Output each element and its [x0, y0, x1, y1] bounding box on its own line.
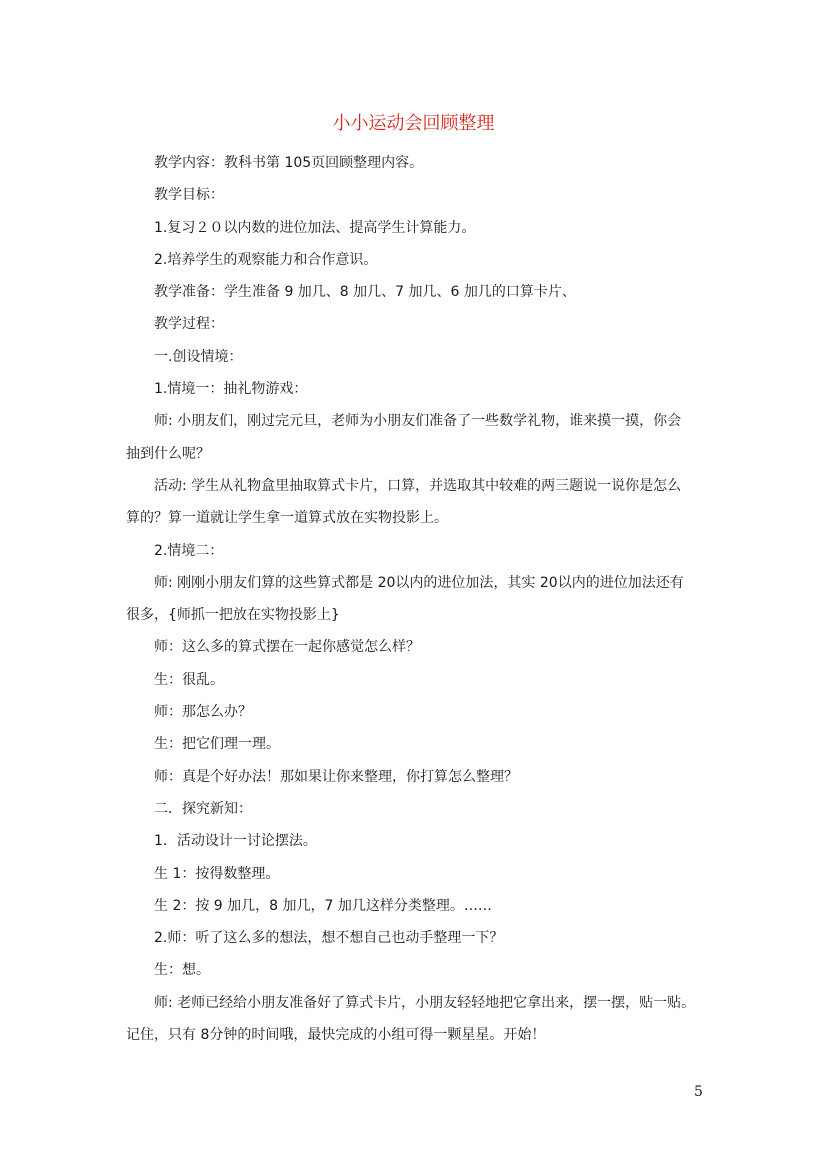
- paragraph-line: 1.情境一：抽礼物游戏：: [154, 381, 308, 398]
- paragraph-line: 2.情境二：: [154, 542, 224, 559]
- paragraph-line: 教学目标：: [154, 187, 224, 204]
- paragraph-line: 教学过程：: [154, 316, 224, 333]
- paragraph-line: 很多，{师抓一把放在实物投影上}: [126, 607, 340, 624]
- document-body: [126, 147, 704, 1051]
- paragraph-line: 一.创设情境：: [154, 348, 243, 365]
- paragraph-line: 师：这么多的算式摆在一起你感觉怎么样？: [154, 639, 420, 656]
- paragraph-line: 二．探究新知：: [154, 800, 252, 817]
- paragraph-line: 2.师：听了这么多的想法，想不想自己也动手整理一下？: [154, 930, 504, 947]
- paragraph-line: 师: 刚刚小朋友们算的这些算式都是 20以内的进位加法，其实 20以内的进位加法还有: [154, 574, 684, 591]
- paragraph-line: 算的？算一道就让学生拿一道算式放在实物投影上。: [126, 510, 448, 527]
- paragraph-line: 师: 老师已经给小朋友准备好了算式卡片，小朋友轻轻地把它拿出来，摆一摆，贴一贴。: [154, 994, 696, 1011]
- paragraph-line: 1．活动设计一讨论摆法。: [154, 833, 317, 850]
- paragraph-line: 教学内容：教科书第 105页回顾整理内容。: [154, 155, 424, 171]
- page-number: 5: [694, 1084, 703, 1100]
- paragraph-line: 生：很乱。: [154, 671, 224, 688]
- paragraph-line: 生：把它们理一理。: [154, 736, 280, 753]
- paragraph-line: 活动: 学生从礼物盒里抽取算式卡片，口算，并选取其中较难的两三题说一说你是怎么: [154, 477, 682, 494]
- paragraph-line: 师：那怎么办？: [154, 704, 252, 721]
- paragraph-line: 师：真是个好办法！那如果让你来整理，你打算怎么整理？: [154, 768, 518, 785]
- paragraph-line: 生：想。: [154, 962, 210, 979]
- paragraph-line: 师: 小朋友们，刚过完元旦，老师为小朋友们准备了一些数学礼物，谁来摸一摸，你会: [154, 413, 682, 430]
- paragraph-line: 2.培养学生的观察能力和合作意识。: [154, 251, 378, 268]
- paragraph-line: 1.复习２０以内数的进位加法、提高学生计算能力。: [154, 219, 476, 236]
- paragraph-line: 教学准备：学生准备 9 加几、8 加几、7 加几、6 加几的口算卡片、: [154, 284, 576, 301]
- paragraph-line: 抽到什么呢？: [126, 445, 210, 462]
- document-title: 小小运动会回顾整理: [332, 113, 495, 134]
- paragraph-line: 生 1：按得数整理。: [154, 865, 280, 882]
- paragraph-line: 生 2：按 9 加几，8 加几，7 加几这样分类整理。……: [154, 897, 492, 914]
- paragraph-line: 记住，只有 8分钟的时间哦，最快完成的小组可得一颗星星。开始！: [126, 1027, 546, 1044]
